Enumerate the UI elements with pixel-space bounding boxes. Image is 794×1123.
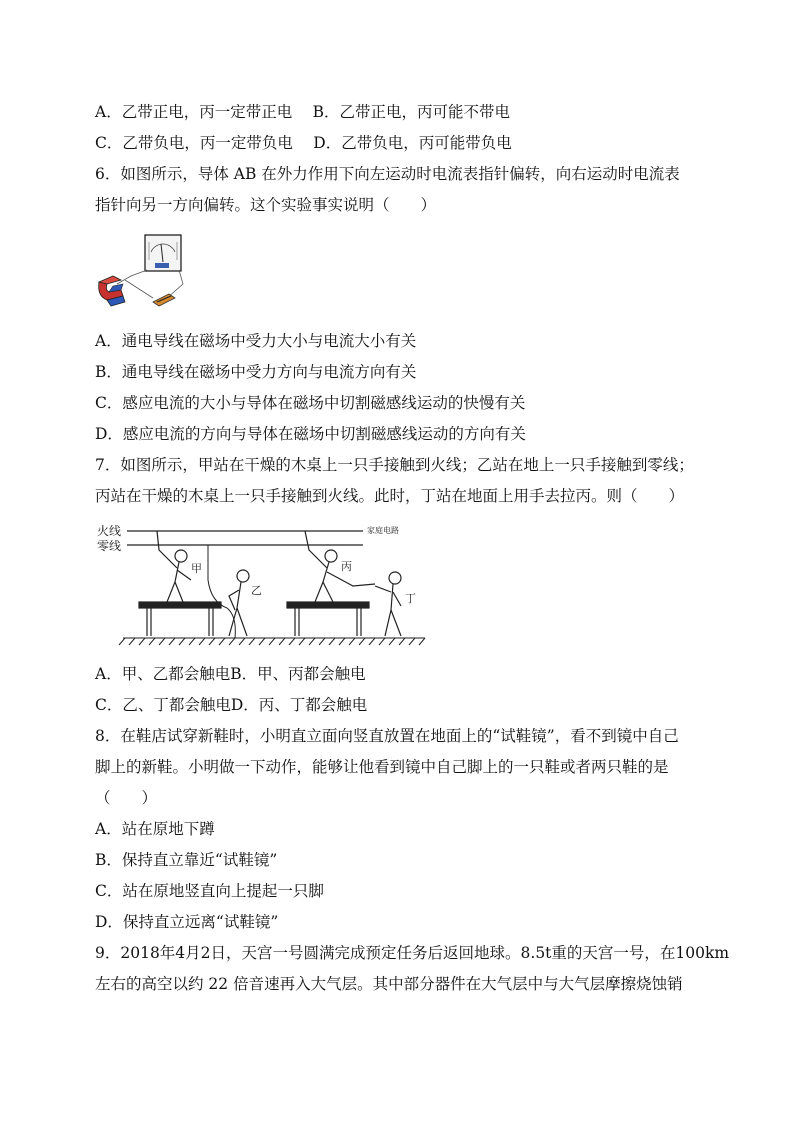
wooden-table-right: [287, 602, 369, 636]
q9-stem-line1: 9．2018年4月2日，天宫一号圆满完成预定任务后返回地球。8.5t重的天宫一号，在100km: [95, 944, 730, 962]
person-jia-label: 甲: [191, 562, 202, 575]
neutral-wire-label: 零线: [97, 539, 122, 553]
q6-option-b: B．通电导线在磁场中受力方向与电流方向有关: [95, 363, 417, 381]
person-ding-figure: [375, 572, 401, 636]
person-yi-figure: [229, 570, 249, 636]
person-yi-label: 乙: [251, 584, 262, 597]
person-jia-figure: [157, 531, 191, 602]
q8-answer-bracket: （ ）: [95, 789, 158, 807]
q6-option-d: D．感应电流的方向与导体在磁场中切割磁感线运动的方向有关: [95, 425, 526, 443]
household-circuit-label: 家庭电路: [367, 526, 399, 535]
q7-option-ab: A．甲、乙都会触电B．甲、丙都会触电: [95, 665, 366, 683]
galvanometer: [145, 235, 181, 271]
q8-stem-line1: 8．在鞋店试穿新鞋时，小明直立面向竖直放置在地面上的“试鞋镜”，看不到镜中自己: [95, 727, 679, 745]
live-wire-label: 火线: [97, 524, 122, 538]
q8-option-b: B．保持直立靠近“试鞋镜”: [95, 851, 278, 869]
q8-option-d: D．保持直立远离“试鞋镜”: [95, 913, 279, 931]
q5-option-ab: A．乙带正电，丙一定带正电 B．乙带正电，丙可能不带电: [95, 103, 511, 121]
connecting-wires: [117, 270, 183, 298]
q5-option-cd: C．乙带负电，丙一定带负电 D．乙带负电，丙可能带负电: [95, 134, 512, 152]
ground: [119, 638, 425, 645]
person-bing-figure: [305, 531, 375, 602]
q6-option-a: A．通电导线在磁场中受力大小与电流大小有关: [95, 332, 417, 350]
person-ding-label: 丁: [405, 592, 416, 605]
q7-stem-line1: 7．如图所示，甲站在干燥的木桌上一只手接触到火线；乙站在地上一只手接触到零线；: [95, 456, 694, 474]
q7-figure-household-circuit: [95, 520, 430, 646]
q7-option-cd: C．乙、丁都会触电D．丙、丁都会触电: [95, 696, 368, 714]
wooden-table-left: [139, 602, 221, 636]
q8-option-c: C．站在原地竖直向上提起一只脚: [95, 882, 324, 900]
q8-option-a: A．站在原地下蹲: [95, 820, 215, 838]
q8-stem-line2: 脚上的新鞋。小明做一下动作，能够让他看到镜中自己脚上的一只鞋或者两只鞋的是: [95, 758, 669, 776]
q6-stem-line2: 指针向另一方向偏转。这个实验事实说明（ ）: [95, 196, 437, 214]
q6-option-c: C．感应电流的大小与导体在磁场中切割磁感线运动的快慢有关: [95, 394, 526, 412]
q9-stem-line2: 左右的高空以约 22 倍音速再入大气层。其中部分器件在大气层中与大气层摩擦烧蚀销: [95, 975, 683, 993]
person-bing-label: 丙: [341, 560, 352, 573]
q7-stem-line2: 丙站在干燥的木桌上一只手接触到火线。此时，丁站在地面上用手去拉丙。则（ ）: [95, 487, 685, 505]
horseshoe-magnet: [99, 276, 125, 306]
q6-stem-line1: 6．如图所示，导体 AB 在外力作用下向左运动时电流表指针偏转，向右运动时电流表: [95, 165, 680, 183]
conductor-ab-rail: [153, 294, 175, 306]
q6-figure-induction-experiment: [95, 232, 195, 310]
neutral-lead-to-yi: [208, 545, 235, 638]
